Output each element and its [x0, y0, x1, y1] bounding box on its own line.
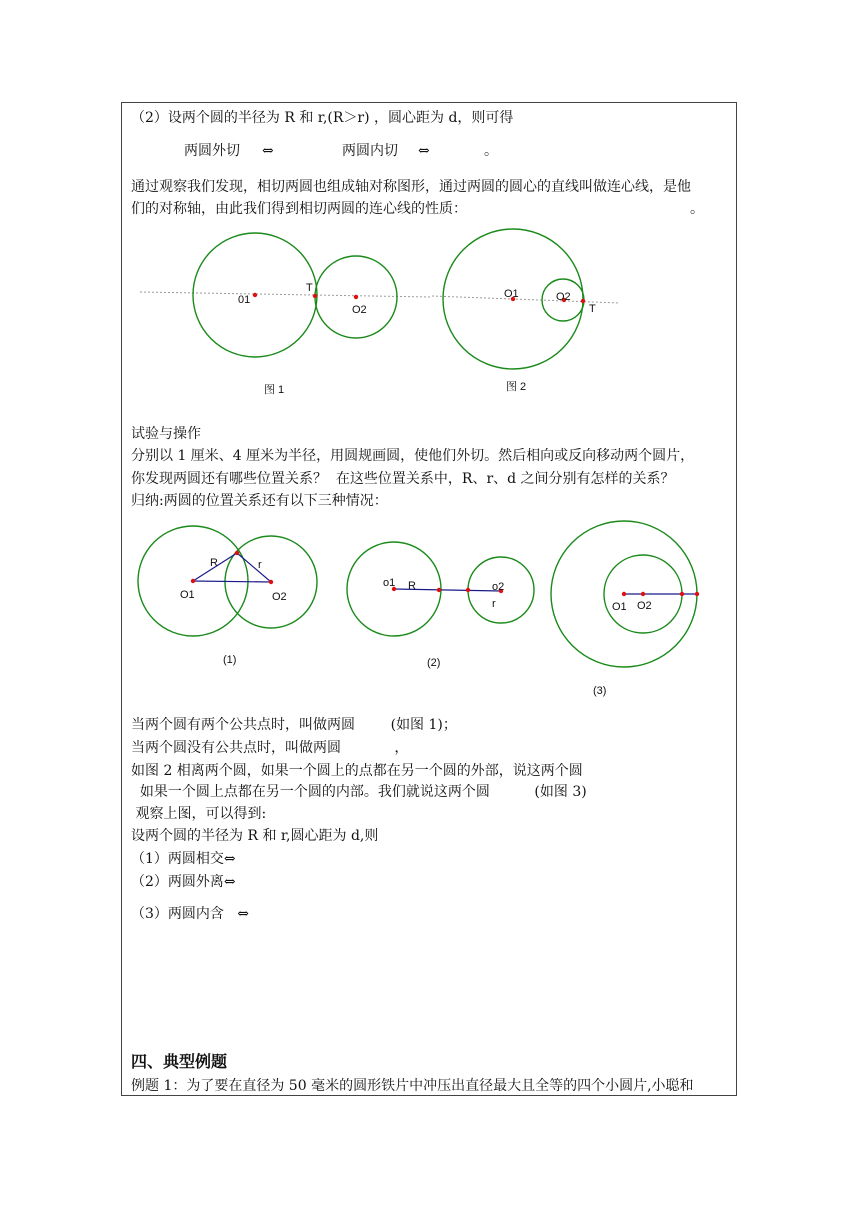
iff-symbol: ⇔: [262, 143, 274, 159]
figure-2-internal-tangent: [432, 229, 620, 369]
edge-point: [437, 588, 441, 592]
setup-line: 设两个圆的半径为 R 和 r,圆心距为 d,则: [131, 828, 379, 844]
label-o1: O1: [180, 589, 195, 601]
edge-point: [680, 592, 684, 596]
observation-line-2: 们的对称轴，由此我们得到相切两圆的连心线的性质：: [131, 201, 467, 217]
tangent-intro: （2）设两个圆的半径为 R 和 r,(R＞r) ，圆心距为 d，则可得: [131, 110, 514, 126]
example-1-text: 例题 1：为了要在直径为 50 毫米的圆形铁片中冲压出直径最大且全等的四个小圆片,小聪和: [131, 1078, 694, 1094]
label-o2: o2: [492, 581, 505, 593]
definition-internal: 如果一个圆上点都在另一个圆的内部。我们就说这两个圆 (如图 3): [131, 784, 587, 800]
tangent-point: [313, 294, 317, 298]
external-tangent-label: 两圆外切: [184, 143, 240, 159]
internal-tangent-label: 两圆内切: [342, 143, 398, 159]
center-o2-point: [641, 592, 645, 596]
definition-external: 如图 2 相离两个圆，如果一个圆上的点都在另一个圆的外部，说这两个圆: [131, 763, 583, 779]
observe-line: 观察上图，可以得到:: [131, 806, 267, 822]
center-o2-point: [269, 580, 273, 584]
tangent-point: [581, 299, 585, 303]
caption-figure-b: (2): [427, 657, 441, 669]
caption-figure-a: (1): [223, 654, 237, 666]
edge-point: [695, 592, 699, 596]
center-o1-point: [622, 592, 626, 596]
label-o1: 01: [238, 294, 251, 306]
label-o2: O2: [352, 304, 367, 316]
figure-1-external-tangent: [140, 233, 430, 357]
iff-symbol: ⇔: [418, 143, 430, 159]
figure-a-intersecting: [138, 526, 317, 636]
label-o1: O1: [612, 601, 627, 613]
label-t: T: [589, 303, 596, 315]
label-o1: O1: [504, 288, 519, 300]
intersection-point: [235, 551, 239, 555]
caption-figure-c: (3): [593, 685, 607, 697]
edge-point: [466, 588, 470, 592]
definition-intersect: 当两个圆有两个公共点时，叫做两圆 (如图 1)；: [131, 717, 457, 733]
label-o2: O2: [556, 291, 571, 303]
definition-no-common: 当两个圆没有公共点时，叫做两圆 ，: [131, 740, 409, 756]
experiment-line-2: 你发现两圆还有哪些位置关系？ 在这些位置关系中，R、r、d 之间分别有怎样的关系？: [131, 471, 675, 487]
center-o2-point: [354, 295, 358, 299]
center-line: [140, 292, 430, 297]
center-o1-point: [191, 579, 195, 583]
caption-figure-2: 图 2: [506, 381, 527, 393]
label-o1: o1: [383, 577, 396, 589]
center-o1-point: [253, 293, 257, 297]
label-o2: O2: [272, 591, 287, 603]
summary-line: 归纳:两圆的位置关系还有以下三种情况：: [131, 493, 388, 509]
figure-c-contained: [551, 521, 699, 667]
relation-intersect: （1）两圆相交⇔: [131, 851, 236, 867]
section-heading: 四、典型例题: [131, 1052, 228, 1071]
center-line: [432, 296, 620, 303]
label-t: T: [306, 282, 313, 294]
label-o2: O2: [637, 600, 652, 612]
relation-contained: （3）两圆内含 ⇔: [131, 906, 249, 922]
observation-line-1: 通过观察我们发现，相切两圆也组成轴对称图形，通过两圆的圆心的直线叫做连心线，是他: [131, 179, 691, 195]
figure-b-separate: [347, 542, 534, 636]
label-R: R: [408, 580, 416, 592]
center-distance: [193, 581, 271, 582]
label-R: R: [210, 557, 218, 569]
label-r: r: [492, 598, 496, 610]
caption-figure-1: 图 1: [264, 384, 285, 396]
period: 。: [484, 143, 498, 159]
observation-end: 。: [690, 201, 704, 217]
radius-r: [237, 553, 271, 582]
relation-separate: （2）两圆外离⇔: [131, 874, 236, 890]
experiment-line-1: 分别以 1 厘米、4 厘米为半径，用圆规画圆，使他们外切。然后相向或反向移动两个圆片，: [131, 448, 695, 464]
label-r: r: [258, 559, 262, 571]
experiment-title: 试验与操作: [131, 426, 201, 442]
